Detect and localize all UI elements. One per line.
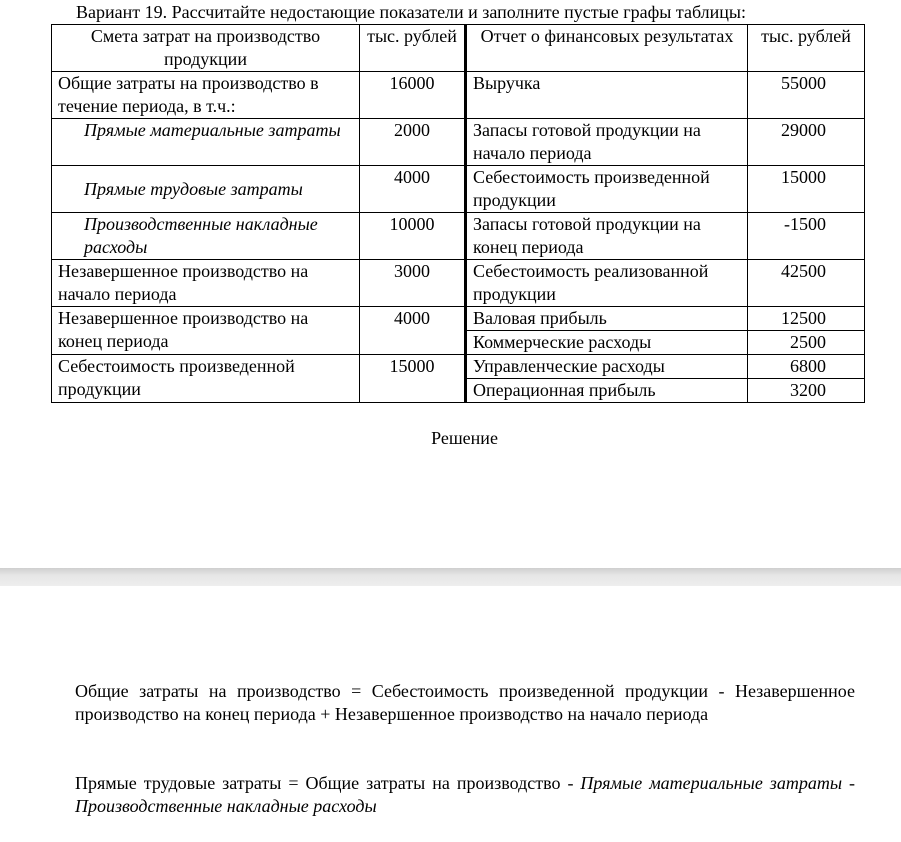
row-value-left: 10000 (360, 213, 466, 260)
formula-direct-materials-term: Прямые материальные затраты (580, 773, 843, 793)
row-label-right: Выручка (466, 72, 748, 119)
row-value-right: 12500 (748, 307, 865, 331)
row-value-left: 15000 (360, 355, 466, 403)
row-label-right: Запасы готовой продукции на конец периода (466, 213, 748, 260)
table-row (52, 307, 865, 331)
row-value-right: 6800 (748, 355, 865, 379)
table-header-row (52, 25, 865, 72)
header-left-item: Смета затрат на производство продукции (52, 25, 360, 72)
task-title: Вариант 19. Рассчитайте недостающие показатели и заполните пустые графы таблицы: (76, 2, 746, 22)
table-row (52, 260, 865, 307)
row-label-left: Прямые трудовые затраты (52, 166, 360, 213)
row-label-right: Управленческие расходы (466, 355, 748, 379)
row-label-right: Себестоимость произведенной продукции (466, 166, 748, 213)
row-value-right: 3200 (748, 379, 865, 403)
row-value-right: 55000 (748, 72, 865, 119)
row-label-left: Себестоимость произведенной продукции (52, 355, 360, 403)
formula-dash: - (842, 773, 855, 793)
row-label-right: Операционная прибыль (466, 379, 748, 403)
table-row (52, 213, 865, 260)
header-right-unit: тыс. рублей (748, 25, 865, 72)
data-table (51, 24, 865, 403)
table-row (52, 166, 865, 213)
row-value-left: 3000 (360, 260, 466, 307)
header-right-item: Отчет о финансовых результатах (466, 25, 748, 72)
table-row (52, 119, 865, 166)
formula-direct-labor-text: Прямые трудовые затраты = Общие затраты на производство - (75, 773, 581, 793)
row-label-left: Производственные накладные расходы (52, 213, 360, 260)
row-label-right: Запасы готовой продукции на начало периода (466, 119, 748, 166)
page-break (0, 568, 901, 586)
row-label-left: Незавершенное производство на конец периода (52, 307, 360, 355)
header-left-unit: тыс. рублей (360, 25, 466, 72)
row-label-left: Незавершенное производство на начало периода (52, 260, 360, 307)
formula-total-costs: Общие затраты на производство = Себестоимость произведенной продукции - Незавершенное производство на конец периода + Незавершенное производство на начало периода (75, 681, 855, 724)
row-value-left: 4000 (360, 166, 466, 213)
row-value-left: 2000 (360, 119, 466, 166)
row-value-left: 4000 (360, 307, 466, 355)
solution-heading: Решение (431, 428, 498, 448)
row-label-left: Общие затраты на производство в течение периода, в т.ч.: (52, 72, 360, 119)
row-label-right: Себестоимость реализованной продукции (466, 260, 748, 307)
row-label-right: Валовая прибыль (466, 307, 748, 331)
formula-overhead-term: Производственные накладные расходы (75, 796, 377, 816)
document-page-2 (0, 586, 901, 842)
row-value-right: 2500 (748, 331, 865, 355)
table-row (52, 72, 865, 119)
formula-direct-labor (75, 772, 855, 818)
row-value-right: 42500 (748, 260, 865, 307)
table-row (52, 355, 865, 379)
row-label-right: Коммерческие расходы (466, 331, 748, 355)
row-value-right: 15000 (748, 166, 865, 213)
row-value-right: 29000 (748, 119, 865, 166)
row-value-left: 16000 (360, 72, 466, 119)
row-value-right: -1500 (748, 213, 865, 260)
row-label-left: Прямые материальные затраты (52, 119, 360, 166)
